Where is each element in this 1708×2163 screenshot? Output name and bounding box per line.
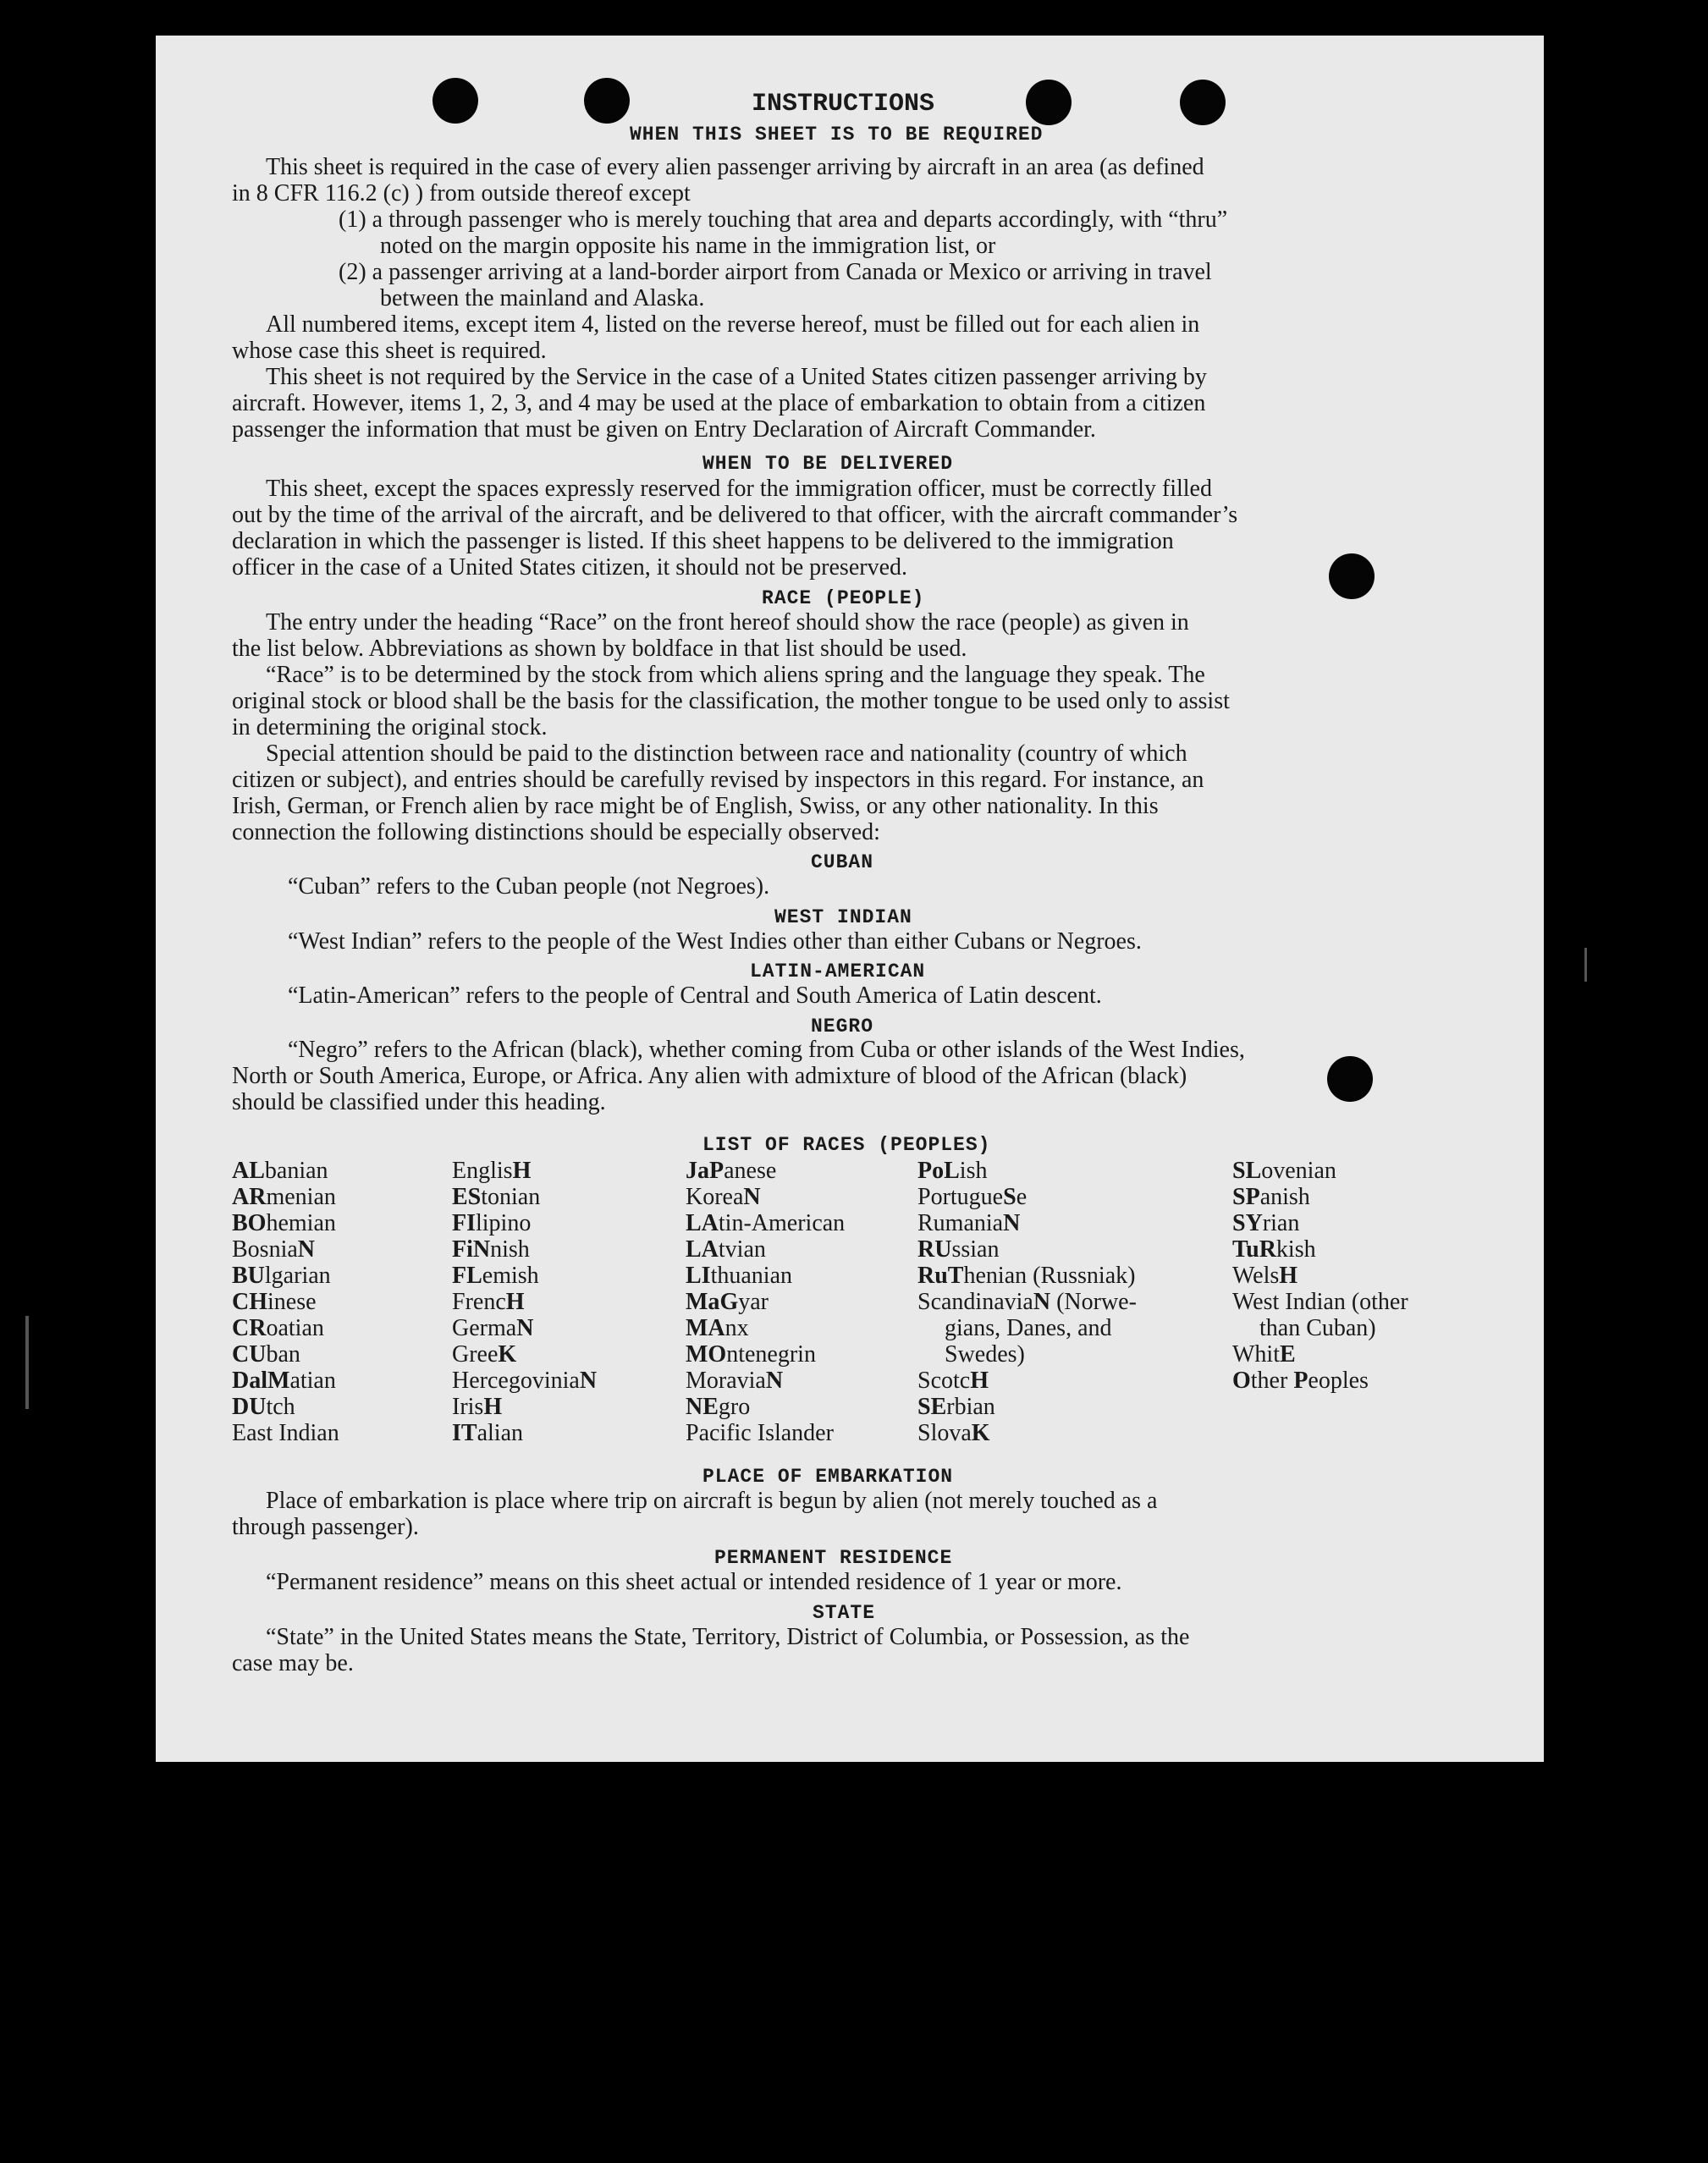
race-text: ish [959,1158,988,1184]
text-line: officer in the case of a United States citizen, it should not be preserved. [232,554,907,581]
race-text: hemian [266,1210,336,1236]
race-entry [686,1289,845,1315]
section-heading: PERMANENT RESIDENCE [714,1547,953,1569]
race-entry [686,1184,845,1210]
race-text: gians, Danes, and [945,1315,1112,1341]
punch-hole [1026,80,1072,125]
race-entry [232,1394,339,1420]
race-entry [917,1263,1137,1289]
section-heading: STATE [813,1602,876,1624]
race-text: Wels [1232,1263,1280,1289]
race-text: G [719,1289,739,1315]
race-text: henian (Russniak) [963,1263,1136,1289]
race-text: Germa [452,1315,517,1341]
race-entry [452,1368,597,1394]
race-text: N [1033,1289,1051,1315]
race-text: CH [232,1289,267,1315]
race-text: N [297,1236,316,1263]
race-entry [452,1315,597,1341]
section-heading: LATIN-AMERICAN [750,960,926,982]
race-text: Scotc [917,1368,971,1394]
text-line: citizen or subject), and entries should be carefully revised by inspectors in this regard. For instance, an [232,767,1204,793]
text-line: declaration in which the passenger is listed. If this sheet happens to be delivered to the immigration [232,528,1174,554]
text-line: The entry under the heading “Race” on the front hereof should show the race (people) as given in [266,609,1189,636]
race-text: gro [718,1394,751,1420]
race-text: anish [1259,1184,1310,1210]
text-line: All numbered items, except item 4, listed on the reverse hereof, must be filled out for each alien in [266,311,1200,338]
race-text: AL [232,1158,265,1184]
race-entry [917,1368,1137,1394]
race-text: M [267,1368,290,1394]
race-text: N [765,1368,784,1394]
race-text: ban [266,1341,300,1368]
race-text: eoples [1308,1368,1369,1394]
race-text: CR [232,1315,267,1341]
race-entry [232,1236,339,1263]
race-text: emish [482,1263,539,1289]
race-text: Whit [1232,1341,1280,1368]
race-text: tvian [718,1236,766,1263]
race-text: H [505,1289,525,1315]
section-heading: PLACE OF EMBARKATION [702,1466,954,1488]
race-entry [452,1263,597,1289]
race-entry [686,1158,845,1184]
race-text: inese [267,1289,317,1315]
text-line: whose case this sheet is required. [232,338,547,364]
race-text: S [1003,1184,1017,1210]
race-text: Englis [452,1158,513,1184]
race-entry [917,1420,1137,1446]
race-entry [686,1263,845,1289]
race-entry [232,1210,339,1236]
text-line: in 8 CFR 116.2 (c) ) from outside thereof except [232,180,691,206]
race-text: lgarian [264,1263,331,1289]
text-line: “State” in the United States means the State, Territory, District of Columbia, or Possession, as the [266,1624,1190,1650]
race-entry [917,1289,1137,1315]
race-entry [1232,1315,1408,1341]
race-text: N [472,1236,491,1263]
page-title: INSTRUCTIONS [752,90,935,118]
race-entry [1232,1184,1408,1210]
race-entry [686,1210,845,1236]
text-line: out by the time of the arrival of the aircraft, and be delivered to that officer, with the aircraft commander’s [232,502,1238,528]
race-text: T [947,1263,964,1289]
race-text: SP [1232,1184,1260,1210]
text-line: case may be. [232,1650,354,1676]
race-text: FL [452,1263,482,1289]
race-text: rian [1262,1210,1300,1236]
race-entry [1232,1368,1408,1394]
race-text: IT [452,1420,477,1446]
text-line: aircraft. However, items 1, 2, 3, and 4 may be used at the place of embarkation to obtain from a citizen [232,390,1206,416]
race-text: Frenc [452,1289,506,1315]
text-line: through passenger). [232,1514,419,1540]
race-text: Gree [452,1341,499,1368]
race-entry [452,1210,597,1236]
race-entry [232,1158,339,1184]
race-text: N [743,1184,761,1210]
race-column [452,1158,597,1446]
race-entry [232,1420,339,1446]
text-line: (2) a passenger arriving at a land-border airport from Canada or Mexico or arriving in travel [339,259,1212,285]
document-page [156,36,1544,1762]
race-text: SL [1232,1158,1262,1184]
punch-hole [1329,553,1375,599]
text-line: “Cuban” refers to the Cuban people (not Negroes). [288,873,770,900]
text-line: “Latin-American” refers to the people of Central and South America of Latin descent. [288,982,1102,1009]
margin-mark [25,1316,29,1409]
race-text: thuanian [710,1263,792,1289]
race-entry [452,1236,597,1263]
race-text: Rumania [917,1210,1004,1236]
race-text: H [1279,1263,1298,1289]
race-text: FI [452,1210,476,1236]
race-text: Po [917,1158,945,1184]
race-text: Portugue [917,1184,1004,1210]
race-entry [686,1315,845,1341]
race-text: ntenegrin [726,1341,816,1368]
race-text: East Indian [232,1420,339,1446]
race-text: MO [686,1341,727,1368]
race-text: K [498,1341,517,1368]
punch-hole [1180,80,1226,125]
race-entry [232,1315,339,1341]
race-text: N [516,1315,534,1341]
text-line: Place of embarkation is place where trip on aircraft is begun by alien (not merely touched as a [266,1488,1158,1514]
race-text: H [970,1368,989,1394]
race-text: lipino [476,1210,532,1236]
race-text: LA [686,1210,719,1236]
race-entry [686,1341,845,1368]
race-text: Fi [452,1236,473,1263]
race-text: ssian [951,1236,1000,1263]
race-text: SY [1232,1210,1263,1236]
race-text: N [1003,1210,1021,1236]
race-text: P [1293,1368,1309,1394]
race-text: L [944,1158,960,1184]
race-text: H [483,1394,503,1420]
text-line: This sheet is not required by the Service in the case of a United States citizen passenger arriving by [266,364,1207,390]
race-text: SE [917,1394,947,1420]
race-text: kish [1275,1236,1316,1263]
race-entry [1232,1289,1408,1315]
race-entry [917,1236,1137,1263]
race-text: (Norwe- [1050,1289,1137,1315]
race-column [686,1158,845,1446]
text-line: (1) a through passenger who is merely touching that area and departs accordingly, with “thru” [339,206,1228,233]
race-text: P [709,1158,725,1184]
race-entry [686,1236,845,1263]
race-text: BU [232,1263,265,1289]
section-heading: WHEN TO BE DELIVERED [702,453,954,475]
race-text: Tu [1232,1236,1259,1263]
race-text: Swedes) [945,1341,1025,1368]
text-line: noted on the margin opposite his name in the immigration list, or [380,233,996,259]
race-text: than Cuban) [1259,1315,1376,1341]
race-entry [232,1289,339,1315]
race-entry [686,1394,845,1420]
race-text: Hercegovinia [452,1368,580,1394]
race-text: H [512,1158,532,1184]
race-text: anese [724,1158,777,1184]
text-line: in determining the original stock. [232,714,548,740]
punch-hole [1327,1056,1373,1102]
section-heading: LIST OF RACES (PEOPLES) [702,1134,991,1156]
race-text: Iris [452,1394,484,1420]
race-entry [452,1184,597,1210]
race-text: tin-American [718,1210,846,1236]
race-text: R [1259,1236,1276,1263]
punch-hole [584,78,630,124]
race-entry [232,1263,339,1289]
race-column [232,1158,339,1446]
text-line: “Permanent residence” means on this sheet actual or intended residence of 1 year or more. [266,1569,1122,1595]
race-entry [917,1341,1137,1368]
text-line: original stock or blood shall be the basis for the classification, the mother tongue to be used only to assist [232,688,1230,714]
race-text: e [1016,1184,1028,1210]
race-entry [1232,1210,1408,1236]
race-entry [232,1341,339,1368]
text-line: North or South America, Europe, or Africa. Any alien with admixture of blood of the African (black) [232,1063,1187,1089]
race-entry [452,1394,597,1420]
race-text: ES [452,1184,482,1210]
race-entry [452,1289,597,1315]
race-entry [232,1184,339,1210]
race-text: Scandinavia [917,1289,1033,1315]
race-text: nish [490,1236,530,1263]
race-text: Slova [917,1420,972,1446]
race-entry [452,1420,597,1446]
race-entry [232,1368,339,1394]
section-heading: CUBAN [811,851,874,873]
section-heading: NEGRO [811,1015,874,1037]
race-text: K [971,1420,990,1446]
race-entry [686,1368,845,1394]
text-line: “West Indian” refers to the people of the West Indies other than either Cubans or Negroes. [288,928,1142,955]
text-line: Special attention should be paid to the distinction between race and nationality (country of which [266,740,1187,767]
race-entry [686,1420,845,1446]
race-column [1232,1158,1408,1394]
race-text: tch [266,1394,295,1420]
race-text: ther [1250,1368,1294,1394]
race-column [917,1158,1137,1446]
race-text: Dal [232,1368,267,1394]
text-line: This sheet, except the spaces expressly reserved for the immigration officer, must be correctly filled [266,476,1212,502]
race-text: N [579,1368,598,1394]
section-heading: RACE (PEOPLE) [762,587,925,609]
text-line: connection the following distinctions should be especially observed: [232,819,880,845]
race-entry [1232,1341,1408,1368]
race-entry [452,1341,597,1368]
race-entry [917,1184,1137,1210]
race-text: CU [232,1341,267,1368]
race-text: oatian [266,1315,324,1341]
race-text: atian [289,1368,336,1394]
race-entry [1232,1236,1408,1263]
race-text: MA [686,1315,725,1341]
race-text: NE [686,1394,719,1420]
race-entry [917,1158,1137,1184]
race-text: tonian [481,1184,541,1210]
race-text: Pacific Islander [686,1420,834,1446]
race-text: Korea [686,1184,744,1210]
race-text: Bosnia [232,1236,298,1263]
text-line: “Race” is to be determined by the stock from which aliens spring and the language they speak. The [266,662,1205,688]
race-text: E [1280,1341,1296,1368]
race-text: West Indian (other [1232,1289,1408,1315]
race-text: BO [232,1210,267,1236]
race-text: Ma [686,1289,720,1315]
race-text: ovenian [1261,1158,1336,1184]
race-entry [917,1315,1137,1341]
race-entry [917,1394,1137,1420]
margin-mark [1584,948,1587,982]
race-text: LA [686,1236,719,1263]
text-line: the list below. Abbreviations as shown by boldface in that list should be used. [232,636,967,662]
race-text: Moravia [686,1368,766,1394]
race-text: nx [725,1315,749,1341]
race-entry [917,1210,1137,1236]
text-line: “Negro” refers to the African (black), whether coming from Cuba or other islands of the West Indies, [288,1037,1245,1063]
race-text: rbian [946,1394,995,1420]
race-text: menian [266,1184,336,1210]
text-line: passenger the information that must be given on Entry Declaration of Aircraft Commander. [232,416,1096,443]
section-heading: WEST INDIAN [774,906,912,928]
text-line: should be classified under this heading. [232,1089,606,1115]
race-text: yar [738,1289,769,1315]
race-text: AR [232,1184,267,1210]
text-line: between the mainland and Alaska. [380,285,705,311]
race-entry [1232,1263,1408,1289]
race-text: RU [917,1236,952,1263]
punch-hole [433,78,478,124]
text-line: This sheet is required in the case of every alien passenger arriving by aircraft in an area (as defined [266,154,1204,180]
text-line: Irish, German, or French alien by race might be of English, Swiss, or any other nationality. In this [232,793,1159,819]
race-text: Ru [917,1263,948,1289]
section-heading: WHEN THIS SHEET IS TO BE REQUIRED [630,124,1044,146]
race-text: O [1232,1368,1251,1394]
race-text: Ja [686,1158,709,1184]
race-text: LI [686,1263,711,1289]
race-text: alian [477,1420,523,1446]
race-entry [452,1158,597,1184]
race-entry [1232,1158,1408,1184]
race-text: banian [264,1158,328,1184]
race-text: DU [232,1394,267,1420]
